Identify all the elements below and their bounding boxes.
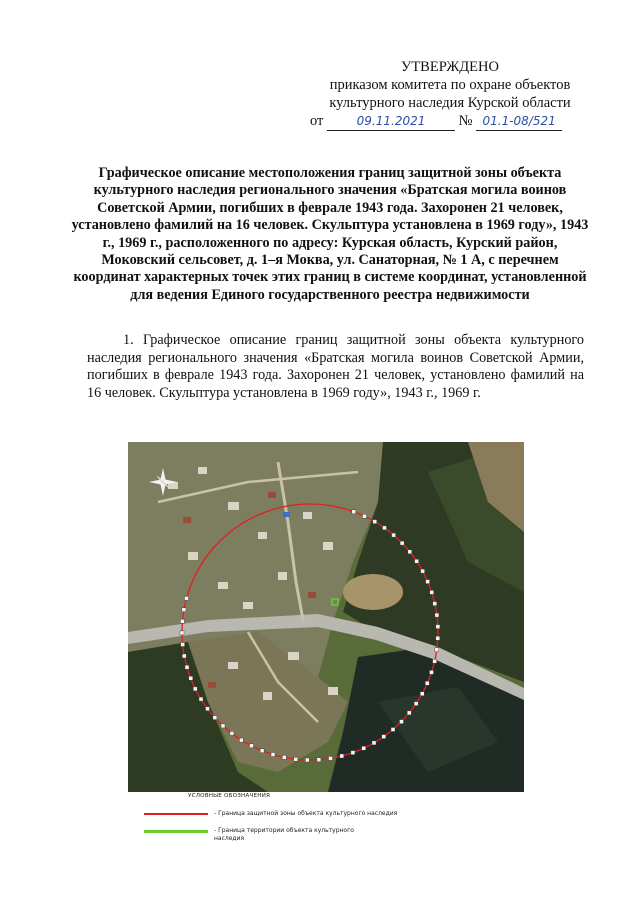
boundary-point-marker <box>230 731 234 735</box>
map-legend <box>128 790 524 865</box>
boundary-point-marker <box>206 707 210 711</box>
boundary-point-marker <box>436 625 440 629</box>
legend-label: - Граница территории объекта культурного наследия <box>214 827 354 842</box>
boundary-point-marker <box>221 724 225 728</box>
boundary-point-marker <box>433 659 437 663</box>
legend-title: УСЛОВНЫЕ ОБОЗНАЧЕНИЯ <box>188 793 271 799</box>
section-1-text: 1. Графическое описание границ защитной зоны объекта культурного наследия регионального значения «Братская могила воинов Советской Армии, погибших в феврале 1943 года. Захоронен 21 человек, установлено фамилий на 16 человек. Скульптура установлена в 1969 году», 1943 г., 1969 г. <box>87 332 584 401</box>
legend-label: - Граница защитной зоны объекта культурного наследия <box>214 810 398 817</box>
boundary-point-marker <box>373 520 377 524</box>
boundary-point-marker <box>329 756 333 760</box>
boundary-point-marker <box>352 510 356 514</box>
boundary-point-marker <box>282 755 286 759</box>
boundary-point-marker <box>351 751 355 755</box>
boundary-point-marker <box>271 753 275 757</box>
boundary-point-marker <box>400 541 404 545</box>
boundary-point-marker <box>414 702 418 706</box>
boundary-point-marker <box>425 681 429 685</box>
boundary-point-marker <box>421 569 425 573</box>
boundary-point-marker <box>185 596 189 600</box>
approval-heading: УТВЕРЖДЕНО <box>401 59 499 75</box>
approval-from-label: от <box>310 113 324 129</box>
boundary-point-marker <box>391 728 395 732</box>
boundary-point-marker <box>415 559 419 563</box>
boundary-point-marker <box>193 687 197 691</box>
boundary-point-marker <box>392 533 396 537</box>
approval-date: 09.11.2021 <box>327 112 455 131</box>
boundary-point-marker <box>189 676 193 680</box>
satellite-map <box>128 442 524 792</box>
boundary-point-marker <box>317 758 321 762</box>
boundary-point-marker <box>400 720 404 724</box>
boundary-point-marker <box>408 550 412 554</box>
boundary-point-marker <box>420 692 424 696</box>
boundary-point-marker <box>181 643 185 647</box>
legend-swatch-red <box>144 813 208 815</box>
approval-number-label: № <box>458 113 473 129</box>
boundary-point-marker <box>250 744 254 748</box>
boundary-point-marker <box>436 636 440 640</box>
boundary-point-marker <box>260 749 264 753</box>
boundary-point-marker <box>407 711 411 715</box>
approval-line-1: приказом комитета по охране объектов <box>329 77 571 93</box>
approval-number: 01.1-08/521 <box>476 112 562 131</box>
document-title: Графическое описание местоположения границ защитной зоны объекта культурного наследия регионального значения «Братская могила воинов Советской Армии, погибших в феврале 1943 года. Захоронен 21 человек, установлено фамилий на 16 человек. Скульптура установлена в 1969 году», 1943 г., 1969 г., расположенного по адресу: Курская область, Курский район, Моковский сельсовет, д. 1–я Моква, ул. Санаторная, № 1 А, с перечнем координат характерных точек этих границ в системе координат, установленной для ведения Единого государственного реестра недвижимости <box>71 165 589 303</box>
boundary-point-marker <box>305 758 309 762</box>
boundary-point-marker <box>180 619 184 623</box>
boundary-point-marker <box>199 697 203 701</box>
boundary-point-marker <box>294 757 298 761</box>
boundary-point-marker <box>213 716 217 720</box>
boundary-point-marker <box>382 735 386 739</box>
approval-line-2: культурного наследия Курской области <box>329 95 571 111</box>
boundary-point-marker <box>180 631 184 635</box>
boundary-point-marker <box>372 741 376 745</box>
boundary-point-marker <box>435 648 439 652</box>
section-1-paragraph <box>87 332 584 402</box>
boundary-point-marker <box>430 670 434 674</box>
map-svg <box>128 442 524 792</box>
boundary-point-marker <box>239 738 243 742</box>
boundary-point-marker <box>182 608 186 612</box>
boundary-point-marker <box>362 746 366 750</box>
legend-swatch-green <box>144 830 208 833</box>
approval-order-line <box>300 112 600 131</box>
boundary-point-marker <box>433 602 437 606</box>
boundary-point-marker <box>182 654 186 658</box>
boundary-point-marker <box>340 754 344 758</box>
boundary-point-marker <box>383 526 387 530</box>
boundary-point-marker <box>363 514 367 518</box>
boundary-point-marker <box>435 613 439 617</box>
boundary-point-marker <box>426 580 430 584</box>
boundary-point-marker <box>430 590 434 594</box>
approval-stamp <box>300 58 600 131</box>
boundary-point-marker <box>185 665 189 669</box>
